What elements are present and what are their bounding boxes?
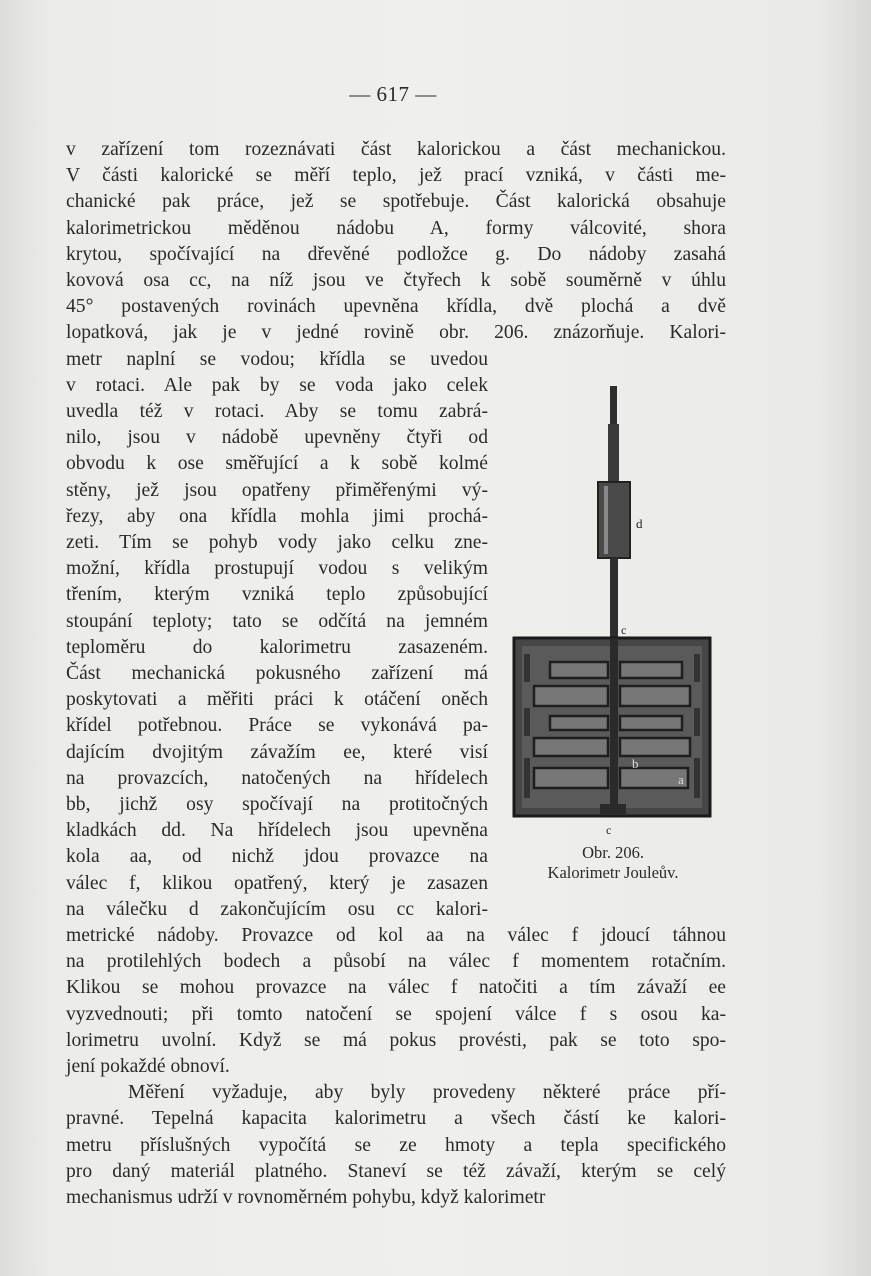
text-line: teploměru do kalorimetru zasazeném. (66, 636, 488, 658)
cylinder-d (598, 482, 630, 558)
text-line: třením, kterým vzniká teplo způsobující (66, 584, 488, 606)
label-c-bottom: c (606, 823, 612, 837)
text-line: 45° postavených rovinách upevněna křídla, dvě plochá a dvě (66, 296, 726, 318)
text-line: lorimetru uvolní. Když se má pokus provésti, pak se toto spo- (66, 1029, 726, 1051)
text-line: jení pokaždé obnoví. (66, 1056, 230, 1077)
text-line: stěny, jež jsou opatřeny přiměřenými vý- (66, 479, 488, 501)
text-line: Část mechanická pokusného zařízení má (66, 663, 488, 684)
text-line: kladkách dd. Na hřídelech jsou upevněna (66, 820, 488, 842)
text-line: obvodu k ose směřující a k sobě kolmé (66, 453, 488, 475)
text-line: řezy, aby ona křídla mohla jimi prochá- (66, 505, 488, 527)
label-a: a (678, 772, 684, 787)
text-line: na válečku d zakončujícím osu cc kalori- (66, 898, 488, 920)
axis-rod-middle (610, 558, 618, 644)
text-line: kalorimetrickou měděnou nádobu A, formy válcovité, shora (66, 217, 726, 239)
text-line: mechanismus udrží v rovnoměrném pohybu, když kalorimetr (66, 1187, 546, 1208)
text-line: válec f, klikou opatřený, který je zasazen (66, 872, 488, 894)
text-line: křídel potřebnou. Práce se vykonává pa- (66, 715, 488, 737)
axis-base (600, 804, 626, 814)
text-line: dajícím dvojitým závažím ee, které visí (66, 741, 488, 763)
text-line: kovová osa cc, na níž jsou ve čtyřech k sobě souměrně v úhlu (66, 270, 726, 291)
axis-rod-inner (610, 638, 618, 813)
figure-caption-title: Kalorimetr Jouleův. (547, 863, 679, 882)
text-line: na provazcích, natočených na hřídelech (66, 767, 488, 789)
label-d: d (636, 516, 643, 531)
text-line: možní, křídla prostupují vodou s velikým (66, 558, 488, 580)
text-line: zeti. Tím se pohyb vody jako celku zne- (66, 532, 488, 553)
label-b: b (632, 756, 639, 771)
text-line: pravné. Tepelná kapacita kalorimetru a všech částí ke kalori- (66, 1108, 726, 1130)
text-line: nilo, jsou v nádobě upevněny čtyři od (66, 427, 488, 449)
text-line: lopatková, jak je v jedné rovině obr. 206. znázorňuje. Kalori- (66, 322, 726, 344)
figure-caption-number: Obr. 206. (582, 843, 644, 862)
text-line: v zařízení tom rozeznávati část kalorickou a část mechanickou. (66, 139, 726, 160)
text-line: bb, jichž osy spočívají na protitočných (66, 794, 488, 815)
text-line: uvedla též v rotaci. Aby se tomu zabrá- (66, 401, 488, 422)
label-c-top: c (621, 623, 627, 637)
calorimeter-figure (508, 386, 718, 846)
text-line: Měření vyžaduje, aby byly provedeny některé práce pří- (128, 1082, 726, 1104)
text-line: v rotaci. Ale pak by se voda jako celek (66, 374, 488, 396)
text-line: na protilehlých bodech a působí na válec f momentem rotačním. (66, 951, 726, 973)
text-line: Klikou se mohou provazce na válec f natočiti a tím závaží ee (66, 977, 726, 999)
text-line: krytou, spočívající na dřevěné podložce g. Do nádoby zasahá (66, 243, 726, 265)
text-line: kola aa, od nichž jdou provazce na (66, 846, 488, 868)
text-line: metru příslušných vypočítá se ze hmoty a tepla specifického (66, 1134, 726, 1156)
text-line: pro daný materiál platného. Staneví se též závaží, kterým se celý (66, 1160, 726, 1182)
text-line: V části kalorické se měří teplo, jež prací vzniká, v části me- (66, 165, 726, 187)
page-number: — 617 — (349, 82, 437, 106)
text-line: metr naplní se vodou; křídla se uvedou (66, 348, 488, 370)
axis-rod-upper (608, 424, 619, 484)
text-line: chanické pak práce, jež se spotřebuje. Část kalorická obsahuje (66, 191, 726, 213)
text-line: poskytovati a měřiti práci k otáčení oněch (66, 689, 488, 711)
text-line: vyzvednouti; při tomto natočení se spojení válce f s osou ka- (66, 1003, 726, 1025)
text-line: metrické nádoby. Provazce od kol aa na válec f jdoucí táhnou (66, 925, 726, 946)
text-line: stoupání teploty; tato se odčítá na jemném (66, 610, 488, 632)
